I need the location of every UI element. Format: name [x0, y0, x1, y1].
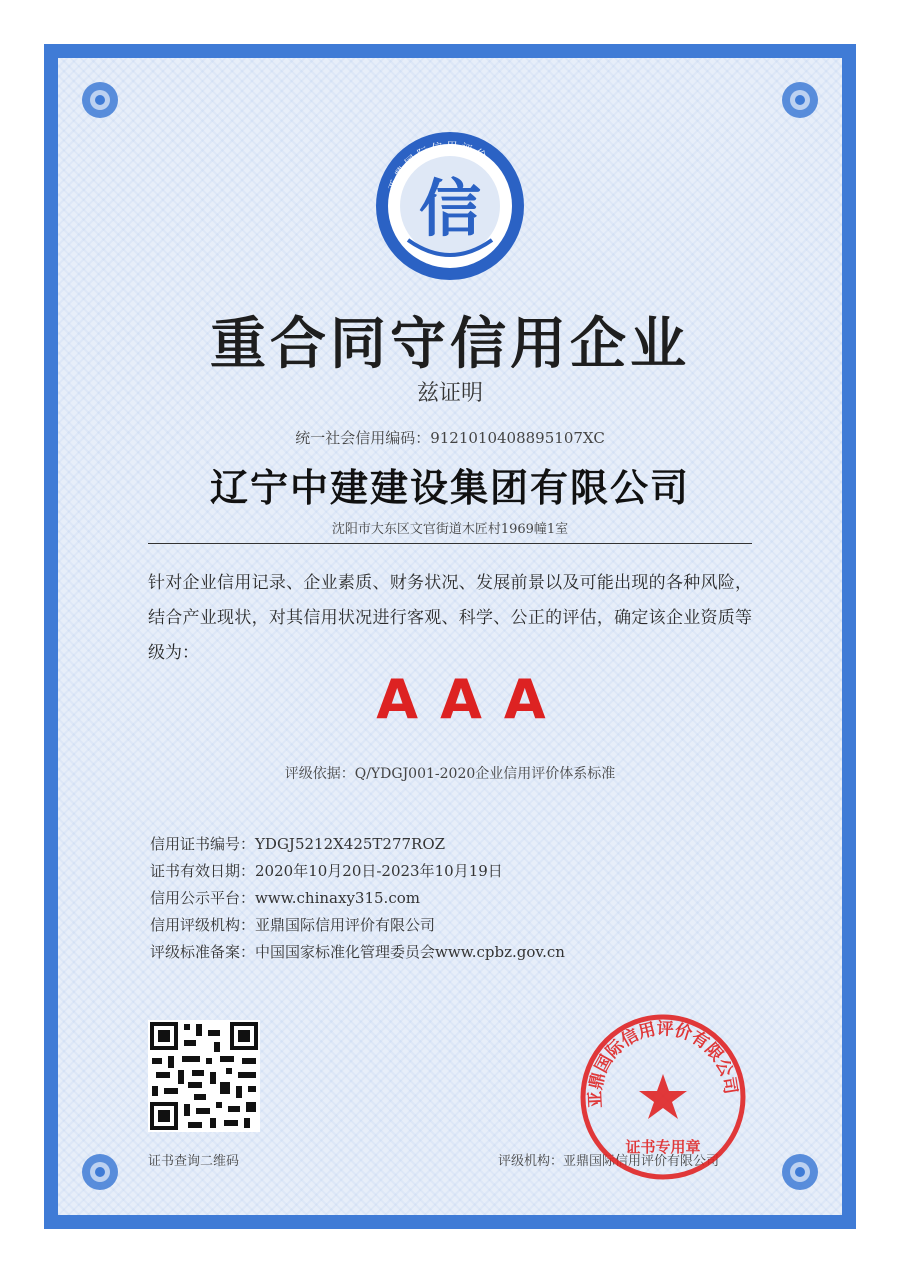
svg-text:信: 信: [418, 172, 482, 245]
credit-grade: AAA: [376, 668, 568, 731]
info-label: 信用证书编号：: [150, 835, 256, 853]
info-value: YDGJ5212X425T277ROZ: [255, 835, 446, 853]
corner-ornament-top-right: [778, 78, 822, 122]
info-label: 信用评级机构：: [150, 916, 256, 934]
rating-basis: 评级依据：Q/YDGJ001-2020企业信用评价体系标准: [284, 766, 616, 782]
info-row-validity: [150, 858, 565, 885]
svg-text:亚鼎国际信用评价有限公司: 亚鼎国际信用评价有限公司: [585, 1019, 741, 1109]
credit-logo-emblem: [374, 130, 526, 282]
divider-line: [148, 543, 752, 544]
info-label: 评级标准备案：: [150, 943, 256, 961]
rating-agency-label: 评级机构：亚鼎国际信用评价有限公司: [498, 1154, 720, 1169]
info-value: 中国国家标准化管理委员会www.cpbz.gov.cn: [255, 943, 565, 961]
corner-ornament-bottom-left: [78, 1150, 122, 1194]
info-value: 亚鼎国际信用评价有限公司: [255, 916, 436, 934]
svg-text:亚鼎国际信用评价: 亚鼎国际信用评价: [386, 139, 491, 194]
info-label: 信用公示平台：: [150, 889, 256, 907]
info-value: 2020年10月20日-2023年10月19日: [255, 862, 503, 880]
corner-ornament-top-left: [78, 78, 122, 122]
info-value: www.chinaxy315.com: [255, 889, 420, 907]
official-seal-stamp: [578, 1012, 748, 1182]
credit-code: 统一社会信用编码：9121010408895107XC: [295, 429, 605, 447]
certificate-info: [150, 831, 565, 966]
svg-text:证书专用章: 证书专用章: [625, 1138, 701, 1156]
certificate-title: 重合同守信用企业: [210, 311, 690, 377]
qr-code[interactable]: [148, 1020, 260, 1132]
company-name: 辽宁中建建设集团有限公司: [209, 466, 690, 510]
certificate-subtitle: 兹证明: [416, 381, 483, 406]
company-address: 沈阳市大东区文官街道木匠村1969幢1室: [331, 522, 569, 537]
qr-code-label: 证书查询二维码: [148, 1154, 240, 1169]
info-row-certificate-number: [150, 831, 565, 858]
corner-ornament-bottom-right: [778, 1150, 822, 1194]
info-row-standard: [150, 939, 565, 966]
info-row-platform: [150, 885, 565, 912]
info-label: 证书有效日期：: [150, 862, 256, 880]
info-row-agency: [150, 912, 565, 939]
assessment-description: 针对企业信用记录、企业素质、财务状况、发展前景以及可能出现的各种风险，结合产业现状，对其信用状况进行客观、科学、公正的评估，确定该企业资质等级为：: [148, 573, 752, 663]
